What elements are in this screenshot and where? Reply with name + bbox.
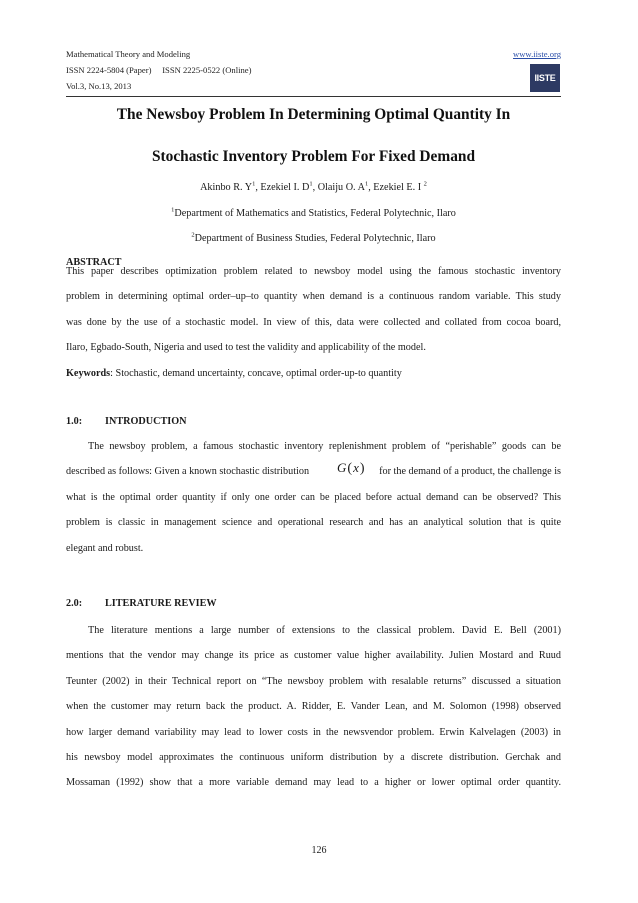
author-3: , Olaiju O. A bbox=[312, 182, 365, 193]
header-divider bbox=[66, 96, 561, 97]
intro-line-pre: described as follows: Given a known stochastic distribution bbox=[66, 466, 310, 478]
affiliation-1 bbox=[66, 208, 561, 219]
intro-line: The newsboy problem, a famous stochastic inventory replenishment problem of “perishable” goods can be bbox=[88, 441, 561, 452]
journal-name: Mathematical Theory and Modeling bbox=[66, 49, 191, 59]
lit-line: how larger demand variability may lead to lower costs in the newsvendor problem. Erwin Kalvelagen (2003) in bbox=[66, 726, 561, 738]
paper-title-line-2: Stochastic Inventory Problem For Fixed Demand bbox=[151, 148, 476, 165]
section-heading-literature-review bbox=[66, 598, 217, 609]
lit-line: Teunter (2002) in their Technical report on “The newsboy problem with resalable returns” discussed a situation bbox=[66, 675, 561, 687]
abstract-line: problem in determining optimal order–up–to quantity when demand is a continuous random variable. This study bbox=[66, 291, 561, 303]
author-2-affil: 1 bbox=[309, 180, 313, 188]
journal-issn: ISSN 2224-5804 (Paper) ISSN 2225-0522 (Online) bbox=[66, 65, 252, 75]
iiste-logo: IISTE bbox=[530, 64, 560, 92]
journal-url-link[interactable]: www.iiste.org bbox=[513, 49, 561, 59]
lit-line: when the customer may return back the product. A. Ridder, E. Vander Lean, and M. Solomon (1998) observed bbox=[66, 701, 561, 713]
affiliation-2-text: Department of Business Studies, Federal Polytechnic, Ilaro bbox=[194, 233, 436, 244]
author-1-affil: 1 bbox=[252, 180, 256, 188]
introduction-body bbox=[66, 441, 561, 568]
abstract-body bbox=[66, 266, 561, 368]
page-number: 126 bbox=[311, 845, 327, 856]
math-variable: x bbox=[353, 460, 360, 476]
author-4-affil: 2 bbox=[423, 180, 427, 188]
author-3-affil: 1 bbox=[364, 180, 369, 188]
intro-line: elegant and robust. bbox=[66, 542, 144, 554]
author-2: , Ezekiel I. D bbox=[255, 182, 310, 193]
abstract-line: This paper describes optimization problem related to newsboy model using the famous stochastic inventory bbox=[66, 266, 561, 277]
abstract-line: was done by the use of a stochastic model. In view of this, data were collected and collated from cocoa board, bbox=[66, 316, 561, 328]
keywords-list: : Stochastic, demand uncertainty, concave, optimal order-up-to quantity bbox=[110, 368, 402, 379]
abstract-heading: ABSTRACT bbox=[66, 257, 122, 268]
keywords bbox=[66, 368, 402, 379]
section-title: INTRODUCTION bbox=[105, 416, 187, 427]
affiliation-1-number: 1 bbox=[171, 206, 175, 214]
intro-line-post: for the demand of a product, the challenge is bbox=[379, 466, 561, 478]
math-function: G bbox=[337, 460, 348, 476]
lit-line: his newsboy model approximates the continuous uniform distribution by a discrete distribution. Gerchak and bbox=[66, 751, 561, 763]
abstract-line: Ilaro, Egbado-South, Nigeria and used to test the validity and applicability of the model. bbox=[66, 342, 426, 354]
author-4: , Ezekiel E. I bbox=[368, 182, 422, 193]
section-number: 1.0: bbox=[66, 416, 83, 427]
affiliation-2-number: 2 bbox=[191, 231, 195, 239]
affiliation-2 bbox=[66, 233, 561, 244]
lit-line: mentions that the vendor may change its price as customer value higher availability. Julien Mostard and Ruud bbox=[66, 650, 561, 662]
section-title: LITERATURE REVIEW bbox=[105, 598, 217, 609]
math-expression: G(x) bbox=[337, 460, 366, 477]
paper-title-line-1: The Newsboy Problem In Determining Optimal Quantity In bbox=[116, 106, 511, 123]
literature-review-body bbox=[66, 625, 561, 803]
intro-line: what is the optimal order quantity if only one order can be placed before actual demand can be observed? This bbox=[66, 491, 561, 503]
intro-line-with-math bbox=[66, 460, 561, 491]
journal-header bbox=[66, 46, 251, 94]
affiliation-1-text: Department of Mathematics and Statistics, Federal Polytechnic, Ilaro bbox=[174, 208, 456, 219]
author-list bbox=[66, 182, 561, 193]
author-1: Akinbo R. Y bbox=[200, 182, 253, 193]
keywords-label: Keywords bbox=[66, 368, 111, 379]
journal-volume: Vol.3, No.13, 2013 bbox=[66, 81, 132, 91]
section-number: 2.0: bbox=[66, 598, 83, 609]
section-heading-introduction bbox=[66, 416, 187, 427]
intro-line: problem is classic in management science and operational research and has an analytical solution that is quite bbox=[66, 517, 561, 529]
lit-line: Mossaman (1992) show that a more variable demand may lead to a higher or lower optimal order quantity. bbox=[66, 777, 561, 789]
lit-line: The literature mentions a large number of extensions to the classical problem. David E. Bell (2001) bbox=[88, 625, 561, 636]
